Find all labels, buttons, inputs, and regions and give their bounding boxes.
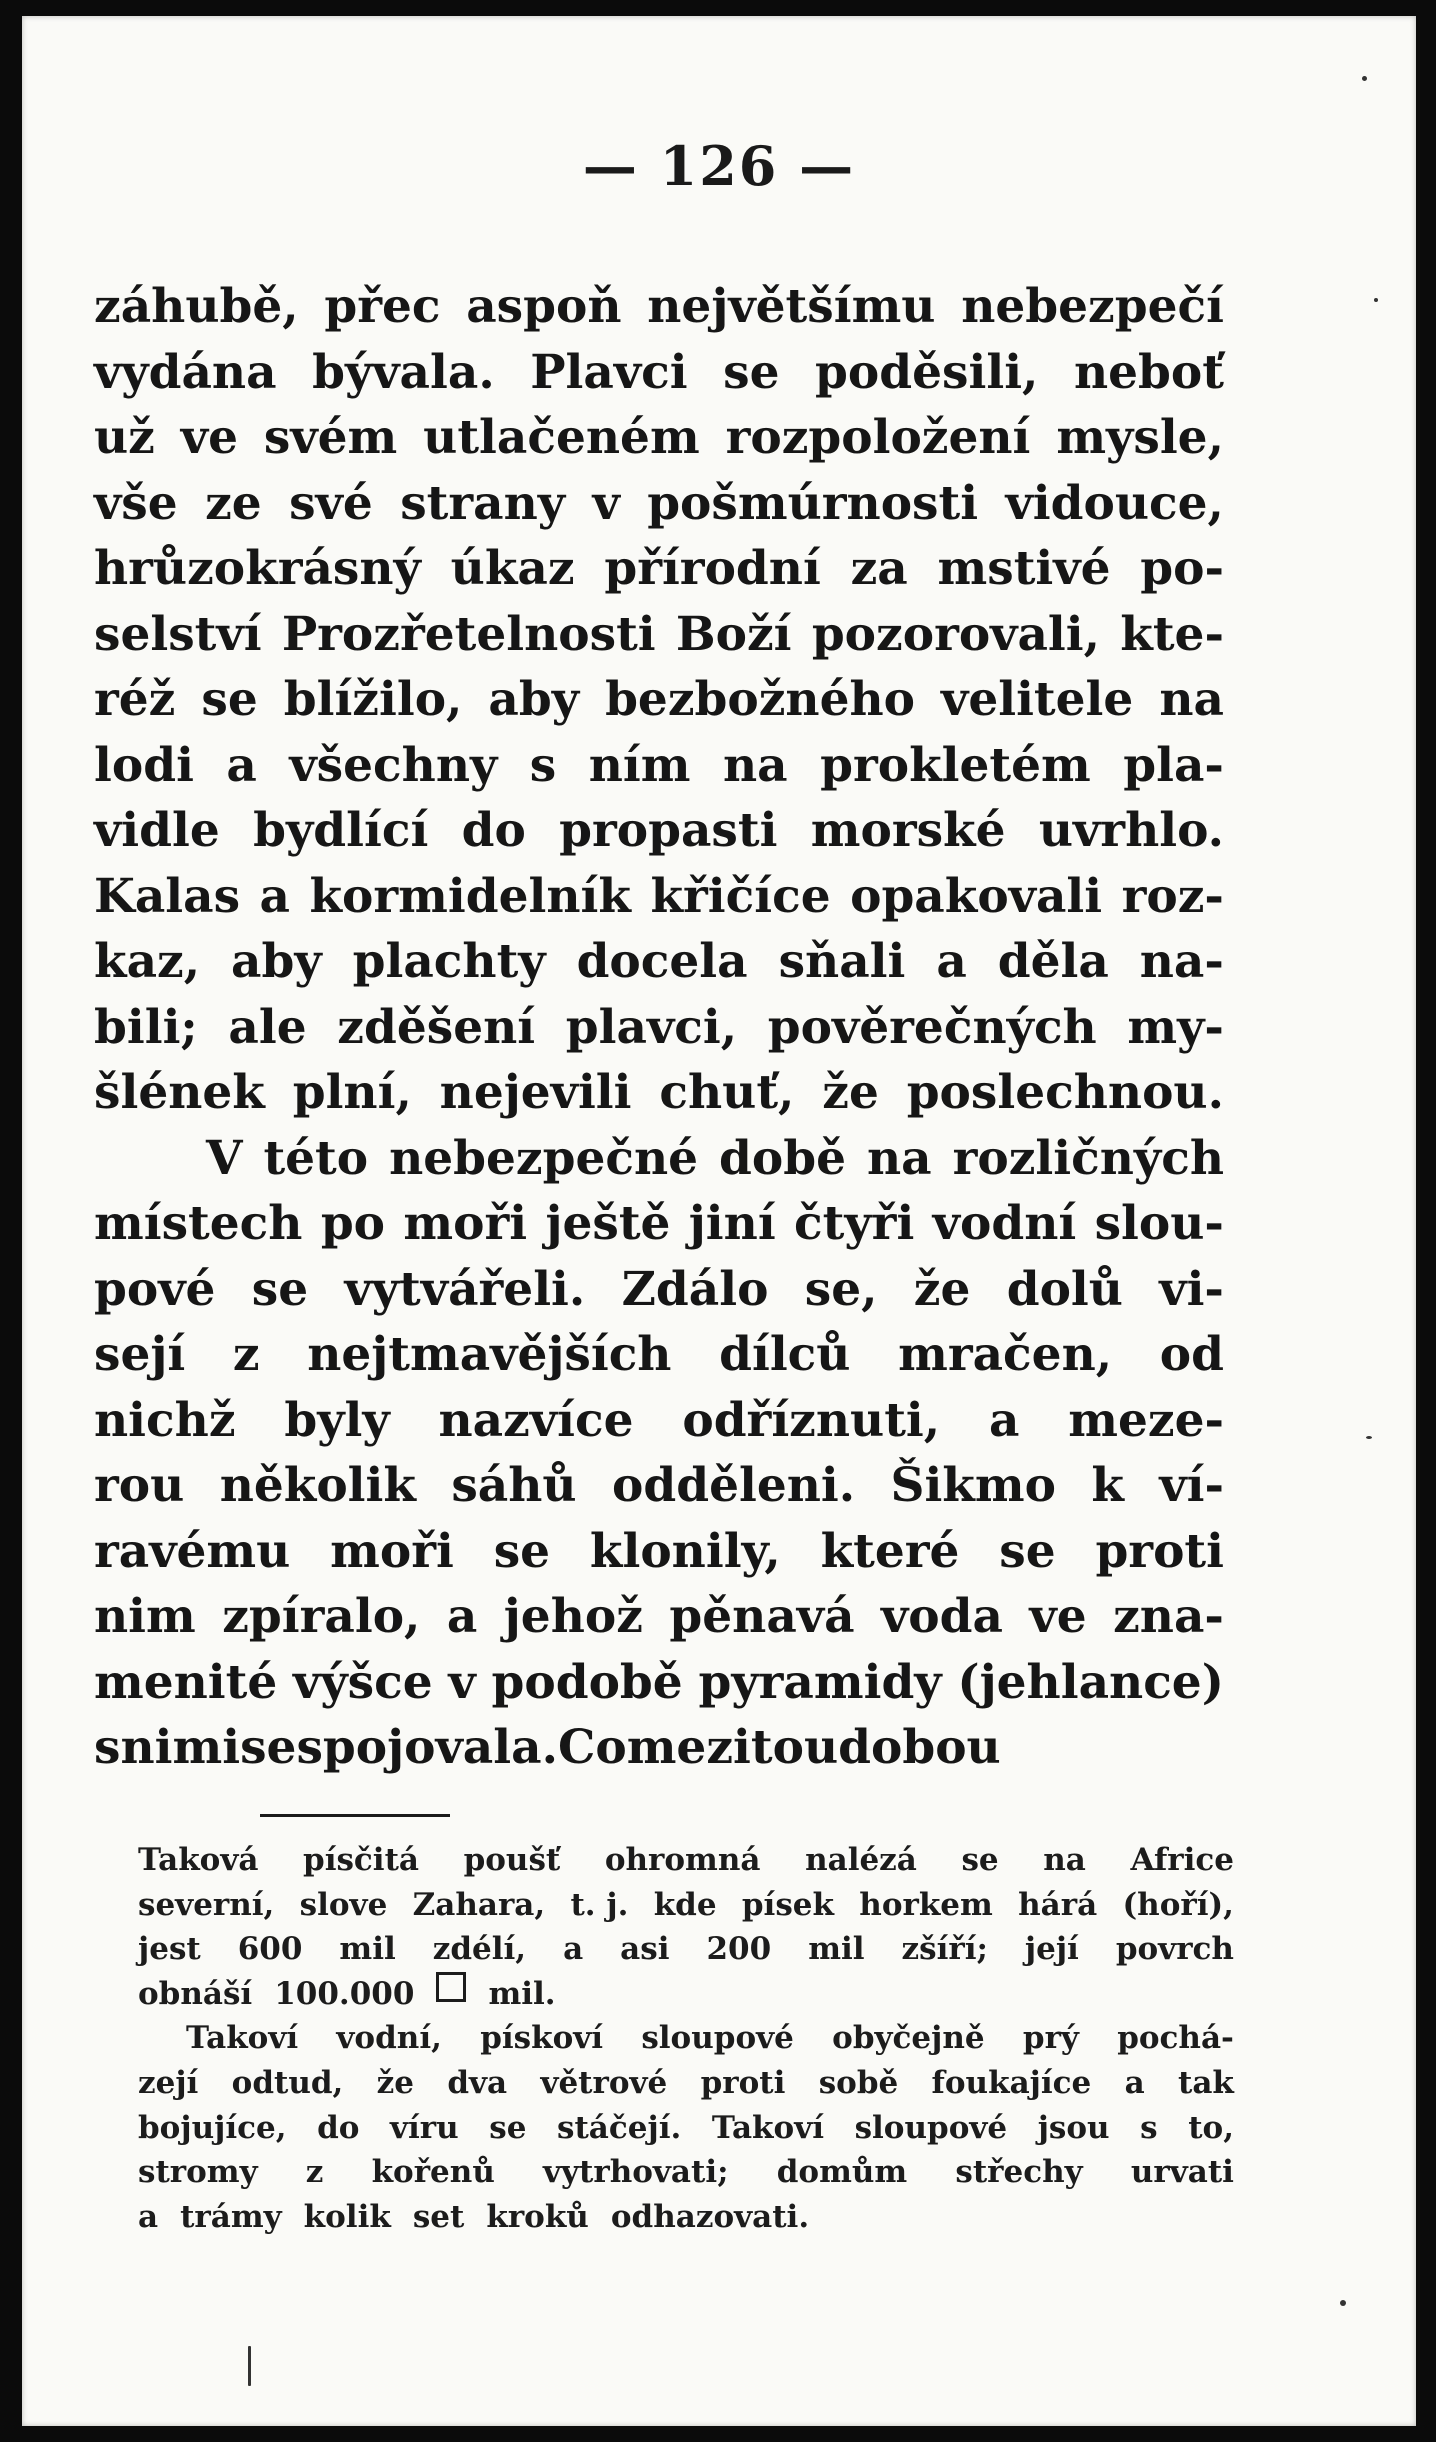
footnote-line bbox=[138, 1838, 1234, 1883]
word: výšce bbox=[293, 1654, 433, 1710]
word: (jehlance) bbox=[957, 1654, 1224, 1710]
word: ze bbox=[205, 475, 262, 531]
word: s bbox=[94, 1720, 121, 1775]
footnote-line bbox=[138, 1927, 1234, 1972]
word: trámy bbox=[180, 2198, 282, 2235]
word: set bbox=[412, 2198, 465, 2235]
word: plachty bbox=[352, 934, 546, 989]
word: (hoří), bbox=[1122, 1886, 1234, 1923]
word: nim bbox=[94, 1589, 196, 1644]
word: V bbox=[206, 1130, 243, 1186]
word: proti bbox=[700, 2064, 786, 2101]
footnote-line bbox=[138, 1972, 1234, 2017]
word: 200 bbox=[706, 1931, 772, 1968]
word: selství bbox=[94, 606, 262, 662]
word: vytvářeli. bbox=[344, 1261, 586, 1317]
word: sobě bbox=[818, 2064, 899, 2101]
word: přírodní bbox=[604, 541, 821, 596]
word: sloupové bbox=[854, 2109, 1008, 2146]
word: bydlící bbox=[253, 803, 429, 858]
word: z bbox=[305, 2154, 324, 2191]
word: severní, bbox=[138, 1886, 275, 1923]
word: odříznuti, bbox=[682, 1392, 941, 1448]
word: Zahara, bbox=[412, 1886, 546, 1923]
word: a bbox=[936, 934, 967, 989]
word: dílců bbox=[719, 1327, 851, 1382]
word: době bbox=[719, 1130, 847, 1186]
word: ve bbox=[1029, 1589, 1087, 1644]
text-line bbox=[94, 995, 1224, 1061]
word: kroků bbox=[486, 2198, 589, 2235]
word: podobě bbox=[491, 1654, 683, 1710]
word: v bbox=[448, 1654, 476, 1710]
text-line bbox=[94, 274, 1224, 340]
word: chuť, bbox=[659, 1065, 795, 1120]
word: bili; bbox=[94, 999, 198, 1055]
word: na bbox=[867, 1130, 932, 1186]
word: ještě bbox=[545, 1196, 671, 1251]
word: zejí bbox=[138, 2064, 199, 2101]
word: ale bbox=[228, 999, 307, 1055]
word: pěnavá bbox=[669, 1589, 855, 1644]
paper-speck bbox=[1366, 1436, 1372, 1439]
text-line bbox=[94, 340, 1224, 406]
word: Kalas bbox=[94, 868, 241, 924]
word: po bbox=[320, 1196, 386, 1251]
word: Plavci bbox=[530, 344, 688, 400]
text-line bbox=[94, 1519, 1224, 1585]
word: roz- bbox=[1121, 868, 1224, 924]
word: rou bbox=[94, 1458, 185, 1513]
word: horkem bbox=[859, 1886, 993, 1923]
word: místech bbox=[94, 1196, 303, 1251]
word: mstivé bbox=[937, 541, 1111, 596]
word: že bbox=[376, 2064, 414, 2101]
word: ví- bbox=[1159, 1458, 1224, 1513]
word: mysle, bbox=[1056, 410, 1224, 465]
word: vydána bbox=[94, 344, 277, 400]
word: blížilo, bbox=[283, 672, 463, 727]
word: plavci, bbox=[565, 999, 738, 1055]
word: lodi bbox=[94, 737, 194, 793]
word: byly bbox=[284, 1392, 390, 1448]
word: ním bbox=[588, 737, 691, 793]
word: vytrhovati; bbox=[543, 2154, 729, 2191]
word: se bbox=[201, 672, 258, 727]
word: dobou bbox=[838, 1720, 1001, 1775]
word: aby bbox=[231, 934, 322, 989]
word: meze- bbox=[1068, 1392, 1224, 1448]
text-line bbox=[94, 1453, 1224, 1519]
word: prokletém bbox=[820, 737, 1091, 793]
word: se bbox=[240, 1720, 297, 1775]
word: několik bbox=[219, 1458, 416, 1513]
word: bývala. bbox=[312, 344, 495, 400]
word: nalézá bbox=[805, 1842, 917, 1878]
word: křičíce bbox=[650, 868, 831, 924]
word: poděsili, bbox=[815, 344, 1039, 400]
word: záhubě, bbox=[94, 279, 299, 334]
word: obnáší bbox=[138, 1975, 253, 2012]
word: své bbox=[289, 475, 373, 531]
page-number: — 126 — bbox=[582, 134, 856, 198]
word: poušť bbox=[463, 1842, 561, 1878]
word: propasti bbox=[559, 803, 778, 858]
word: jiní bbox=[688, 1196, 776, 1251]
word: domům bbox=[776, 2154, 908, 2191]
word: nebezpečí bbox=[961, 279, 1224, 334]
word: že bbox=[913, 1261, 971, 1317]
word: bezbožného bbox=[605, 672, 916, 727]
word: a bbox=[1124, 2064, 1145, 2101]
word: víru bbox=[390, 2109, 459, 2146]
footnote-line bbox=[138, 1883, 1234, 1928]
word: spojovala. bbox=[296, 1720, 558, 1775]
word: že bbox=[822, 1065, 879, 1120]
word: do bbox=[461, 803, 526, 858]
word: větrové bbox=[540, 2064, 668, 2101]
word: dolů bbox=[1006, 1261, 1123, 1317]
paper-speck bbox=[1374, 298, 1378, 302]
word: asi bbox=[620, 1931, 670, 1968]
word: pošmúrnosti bbox=[647, 475, 979, 531]
text-line bbox=[94, 405, 1224, 471]
word: 600 bbox=[237, 1931, 303, 1968]
word: její bbox=[1024, 1931, 1079, 1968]
word: ohromná bbox=[604, 1842, 761, 1878]
word: se bbox=[723, 344, 780, 400]
word: Zdálo bbox=[621, 1261, 769, 1317]
word: kolik bbox=[303, 2198, 391, 2235]
word: opakovali bbox=[850, 868, 1103, 924]
word: Takoví bbox=[711, 2109, 824, 2146]
word: se, bbox=[804, 1261, 878, 1317]
word: písčitá bbox=[303, 1842, 419, 1878]
text-line bbox=[94, 1060, 1224, 1126]
word: mil bbox=[808, 1931, 865, 1968]
footnote-line bbox=[138, 2195, 1234, 2240]
word: Prozřetelnosti bbox=[281, 606, 656, 662]
paper-speck bbox=[248, 2346, 251, 2386]
word: docela bbox=[576, 934, 748, 989]
word: nazvíce bbox=[438, 1392, 634, 1448]
word: 100.000 bbox=[274, 1975, 415, 2012]
word: se bbox=[961, 1842, 999, 1878]
text-line bbox=[94, 1388, 1224, 1454]
word: Africe bbox=[1130, 1842, 1234, 1878]
word: vi- bbox=[1159, 1261, 1224, 1317]
word: stáčejí. bbox=[557, 2109, 682, 2146]
word: klonily, bbox=[589, 1523, 781, 1579]
word: přec bbox=[324, 279, 441, 334]
word: strany bbox=[400, 475, 566, 531]
footnote-line bbox=[138, 2106, 1234, 2151]
word: této bbox=[263, 1130, 369, 1186]
word: čtyři bbox=[794, 1196, 915, 1251]
word: pové bbox=[94, 1261, 216, 1317]
paper-speck bbox=[1340, 2300, 1346, 2306]
word: pla- bbox=[1123, 737, 1224, 793]
word: z bbox=[232, 1327, 260, 1382]
word: odděleni. bbox=[612, 1458, 856, 1513]
word: a bbox=[563, 1931, 584, 1968]
word: mračen, bbox=[898, 1327, 1113, 1382]
word: hrůzokrásný bbox=[94, 541, 421, 596]
word: plní, bbox=[292, 1065, 412, 1120]
word: pozorovali, bbox=[811, 606, 1101, 662]
word: sloupové bbox=[641, 2020, 794, 2057]
text-line bbox=[94, 798, 1224, 864]
word: voda bbox=[880, 1589, 1003, 1644]
word: ve bbox=[180, 410, 238, 465]
word: zděšení bbox=[337, 999, 536, 1055]
word: na bbox=[1159, 672, 1224, 727]
word: odtud, bbox=[231, 2064, 344, 2101]
word: jest bbox=[138, 1931, 201, 1968]
word: to, bbox=[1188, 2109, 1234, 2146]
word: urvati bbox=[1130, 2154, 1234, 2191]
word: nejevili bbox=[439, 1065, 632, 1120]
word: moři bbox=[330, 1523, 454, 1579]
word: zšíří; bbox=[901, 1931, 988, 1968]
word: rozpoložení bbox=[725, 410, 1031, 465]
word: aspoň bbox=[466, 279, 622, 334]
word: a bbox=[988, 1392, 1020, 1448]
word: menité bbox=[94, 1654, 278, 1710]
word: úkaz bbox=[450, 541, 575, 596]
word: k bbox=[1091, 1458, 1124, 1513]
word: nebezpečné bbox=[389, 1130, 699, 1186]
word: Šikmo bbox=[890, 1458, 1056, 1513]
word: na bbox=[723, 737, 788, 793]
word: tou bbox=[750, 1720, 839, 1775]
word: nichž bbox=[94, 1392, 236, 1448]
word: jsou bbox=[1037, 2109, 1110, 2146]
word: za bbox=[850, 541, 908, 596]
word: největšímu bbox=[647, 279, 936, 334]
word: moři bbox=[403, 1196, 528, 1251]
word: slove bbox=[299, 1886, 388, 1923]
word: neboť bbox=[1073, 344, 1224, 400]
word: zna- bbox=[1113, 1589, 1224, 1644]
text-line bbox=[94, 864, 1224, 930]
text-line bbox=[94, 733, 1224, 799]
word: s bbox=[1140, 2109, 1158, 2146]
word: se bbox=[999, 1523, 1056, 1579]
word: už bbox=[94, 410, 155, 465]
word: t. j. bbox=[570, 1886, 629, 1923]
text-line bbox=[94, 667, 1224, 733]
word: aby bbox=[488, 672, 580, 727]
word: uvrhlo. bbox=[1038, 803, 1224, 858]
word: od bbox=[1159, 1327, 1224, 1382]
word: pověrečných bbox=[767, 999, 1097, 1055]
word: odhazovati. bbox=[610, 2198, 810, 2235]
text-line bbox=[94, 471, 1224, 537]
word: povrch bbox=[1115, 1931, 1234, 1968]
word: střechy bbox=[955, 2154, 1083, 2191]
word: na- bbox=[1139, 934, 1224, 989]
word: pyramidy bbox=[698, 1654, 942, 1710]
word: tak bbox=[1178, 2064, 1234, 2101]
word: Boží bbox=[675, 606, 792, 662]
word: Taková bbox=[138, 1842, 259, 1878]
word: ravému bbox=[94, 1523, 291, 1579]
word: děla bbox=[997, 934, 1109, 989]
text-line bbox=[94, 1584, 1224, 1650]
word: nimi bbox=[120, 1720, 241, 1775]
text-line bbox=[94, 536, 1224, 602]
text-line bbox=[94, 1322, 1224, 1388]
word: pískoví bbox=[480, 2020, 604, 2057]
word: kormidelník bbox=[309, 868, 631, 924]
word: mil. bbox=[488, 1975, 556, 2012]
word: vodní, bbox=[336, 2020, 442, 2057]
word: se bbox=[251, 1261, 309, 1317]
word: po- bbox=[1140, 541, 1224, 596]
text-line bbox=[94, 1715, 1224, 1781]
word: stromy bbox=[138, 2154, 258, 2191]
word: Co bbox=[557, 1720, 627, 1775]
word: vidle bbox=[94, 803, 220, 858]
word: réž bbox=[94, 672, 176, 727]
word: rozličných bbox=[952, 1130, 1224, 1186]
word: se bbox=[493, 1523, 551, 1579]
word: které bbox=[820, 1523, 960, 1579]
text-line bbox=[94, 1650, 1224, 1716]
word: vodní bbox=[932, 1196, 1077, 1251]
word: kořenů bbox=[371, 2154, 495, 2191]
book-page bbox=[22, 16, 1416, 2426]
text-line bbox=[94, 929, 1224, 995]
footnote-line bbox=[138, 2016, 1234, 2061]
word: sejí bbox=[94, 1327, 186, 1382]
word: na bbox=[1043, 1842, 1086, 1878]
word: šlének bbox=[94, 1065, 265, 1120]
word: slou- bbox=[1094, 1196, 1224, 1251]
word: utlačeném bbox=[423, 410, 700, 465]
word: kde bbox=[653, 1886, 717, 1923]
word: všechny bbox=[289, 737, 498, 793]
word: vše bbox=[94, 475, 178, 531]
word: a bbox=[446, 1589, 478, 1644]
word: zdélí, bbox=[432, 1931, 527, 1968]
word: písek bbox=[741, 1886, 834, 1923]
word: a bbox=[226, 737, 257, 793]
word: vidouce, bbox=[1005, 475, 1224, 531]
word: hárá bbox=[1018, 1886, 1098, 1923]
word: poslechnou. bbox=[906, 1065, 1224, 1120]
word: a bbox=[259, 868, 291, 924]
body-text bbox=[94, 274, 1224, 1781]
word: Takoví bbox=[186, 2020, 299, 2057]
word: sáhů bbox=[451, 1458, 577, 1513]
word: do bbox=[317, 2109, 360, 2146]
word: prý bbox=[1022, 2020, 1079, 2057]
word: svém bbox=[263, 410, 398, 465]
text-line bbox=[94, 1257, 1224, 1323]
word: my- bbox=[1127, 999, 1224, 1055]
word: sňali bbox=[778, 934, 906, 989]
word: kaz, bbox=[94, 934, 201, 989]
word: dva bbox=[447, 2064, 508, 2101]
footnote-separator bbox=[260, 1814, 450, 1817]
text-line bbox=[94, 1191, 1224, 1257]
paper-speck bbox=[1362, 76, 1367, 81]
word: proti bbox=[1095, 1523, 1224, 1579]
word: s bbox=[529, 737, 557, 793]
footnote-line bbox=[138, 2061, 1234, 2106]
word: mil bbox=[339, 1931, 396, 1968]
text-line bbox=[94, 1126, 1224, 1192]
word: pochá- bbox=[1117, 2020, 1234, 2057]
word: se bbox=[489, 2109, 527, 2146]
word: mezi bbox=[626, 1720, 751, 1775]
word: bojujíce, bbox=[138, 2109, 287, 2146]
word: foukajíce bbox=[931, 2064, 1092, 2101]
word: obyčejně bbox=[832, 2020, 985, 2057]
word: morské bbox=[810, 803, 1006, 858]
word: v bbox=[592, 475, 620, 531]
word: velitele bbox=[941, 672, 1134, 727]
word: zpíralo, bbox=[222, 1589, 421, 1644]
word: nejtmavějších bbox=[307, 1327, 672, 1382]
footnotes bbox=[138, 1838, 1234, 2239]
square-symbol bbox=[436, 1972, 466, 2002]
word: kte- bbox=[1120, 606, 1224, 662]
word: a bbox=[138, 2198, 159, 2235]
text-line bbox=[94, 602, 1224, 668]
word: jehož bbox=[503, 1589, 643, 1644]
footnote-line bbox=[138, 2150, 1234, 2195]
